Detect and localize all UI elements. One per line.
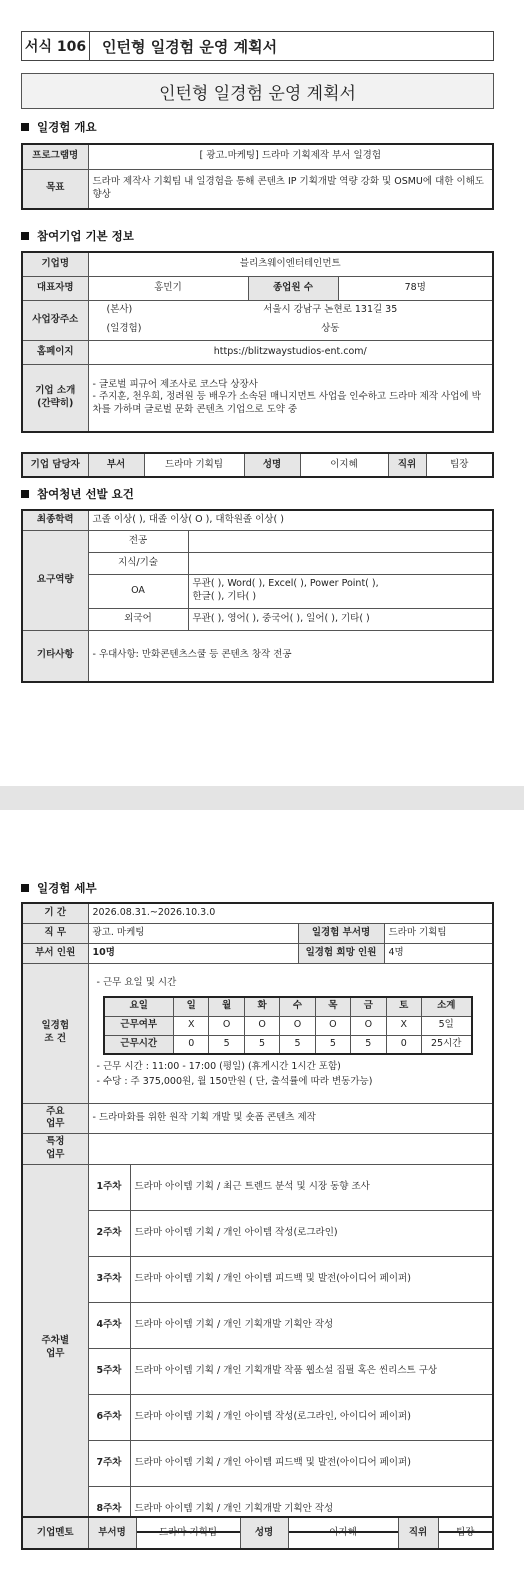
ceo-value: 홍민기 xyxy=(88,276,248,300)
language-label: 외국어 xyxy=(88,608,188,630)
competency-label: 요구역량 xyxy=(22,530,88,630)
schedule-cell: 5 xyxy=(315,1035,350,1054)
oa-line: 한글( ), 기타( ) xyxy=(192,591,257,602)
main-duty-value: - 드라마화를 위한 원작 기획 개발 및 숏폼 콘텐츠 제작 xyxy=(88,1103,493,1134)
overview-table xyxy=(21,143,494,210)
section-title: 참여청년 선발 요건 xyxy=(37,487,134,501)
dept-name-label: 일경험 부서명 xyxy=(298,923,384,943)
staff-value: 10명 xyxy=(88,943,298,963)
form-header xyxy=(21,31,494,61)
etc-value: - 우대사항: 만화콘텐츠스쿨 등 콘텐츠 창작 전공 xyxy=(88,630,493,682)
mentor-dept-value: 드라마 기획팀 xyxy=(136,1517,240,1549)
education-label: 최종학력 xyxy=(22,510,88,530)
manager-dept-label: 부서 xyxy=(88,453,144,477)
schedule-row xyxy=(104,1016,472,1035)
schedule-cell: 근무시간 xyxy=(104,1035,174,1054)
schedule-header-cell: 일 xyxy=(174,997,209,1016)
week-task: 드라마 아이템 기획 / 개인 아이템 작성(로그라인, 아이디어 페이퍼) xyxy=(130,1394,493,1440)
employee-count-value: 78명 xyxy=(338,276,493,300)
document-title: 인턴형 일경험 운영 계획서 xyxy=(21,73,494,109)
address-exp-value: 상동 xyxy=(321,323,340,334)
address-label: 사업장주소 xyxy=(22,300,88,340)
mentor-dept-label: 부서명 xyxy=(88,1517,136,1549)
address-exp-tag: (일경험) xyxy=(106,323,142,334)
week-label: 7주차 xyxy=(88,1440,130,1486)
schedule-header-cell: 소계 xyxy=(422,997,472,1016)
schedule-header-cell: 수 xyxy=(280,997,315,1016)
manager-pos-label: 직위 xyxy=(388,453,426,477)
schedule-cell: O xyxy=(244,1016,279,1035)
schedule-header-cell: 금 xyxy=(351,997,386,1016)
schedule-cell: 5 xyxy=(209,1035,244,1054)
schedule-header-cell: 목 xyxy=(315,997,350,1016)
program-value: [ 광고.마케팅] 드라마 기획제작 부서 일경험 xyxy=(88,144,493,169)
manager-dept-value: 드라마 기획팀 xyxy=(144,453,244,477)
dept-name-value: 드라마 기획팀 xyxy=(384,923,493,943)
schedule-table xyxy=(103,996,473,1055)
week-label: 3주차 xyxy=(88,1256,130,1302)
mentor-name-value: 이지혜 xyxy=(288,1517,398,1549)
major-label: 전공 xyxy=(88,530,188,552)
week-task: 드라마 아이템 기획 / 개인 아이템 작성(로그라인) xyxy=(130,1210,493,1256)
staff-label: 부서 인원 xyxy=(22,943,88,963)
schedule-cell: X xyxy=(174,1016,209,1035)
skill-value xyxy=(188,552,493,574)
schedule-header-cell: 화 xyxy=(244,997,279,1016)
week-task: 드라마 아이템 기획 / 개인 아이템 피드백 및 발전(아이디어 페이퍼) xyxy=(130,1256,493,1302)
education-value: 고졸 이상( ), 대졸 이상( O ), 대학원졸 이상( ) xyxy=(88,510,493,530)
etc-label: 기타사항 xyxy=(22,630,88,682)
schedule-cell: X xyxy=(386,1016,421,1035)
schedule-cell: O xyxy=(280,1016,315,1035)
condition-value xyxy=(88,963,493,1103)
period-value: 2026.08.31.~2026.10.3.0 xyxy=(88,903,493,923)
form-name: 인턴형 일경험 운영 계획서 xyxy=(102,37,278,56)
mentor-table xyxy=(21,1516,494,1550)
schedule-cell: 0 xyxy=(174,1035,209,1054)
company-name-label: 기업명 xyxy=(22,252,88,276)
hope-label: 일경험 희망 인원 xyxy=(298,943,384,963)
week-label: 4주차 xyxy=(88,1302,130,1348)
square-bullet-icon xyxy=(21,232,29,240)
schedule-cell: 근무여부 xyxy=(104,1016,174,1035)
homepage-label: 홈페이지 xyxy=(22,340,88,364)
mentor-pos-label: 직위 xyxy=(398,1517,438,1549)
schedule-cell: O xyxy=(315,1016,350,1035)
condition-note: - 수당 : 주 375,000원, 월 150만원 ( 단, 출석률에 따라 변동가능) xyxy=(96,1075,373,1087)
week-task: 드라마 아이템 기획 / 최근 트렌드 분석 및 시장 동향 조사 xyxy=(130,1164,493,1210)
employee-count-label: 종업원 수 xyxy=(248,276,338,300)
company-intro-label: 기업 소개 (간략히) xyxy=(22,364,88,432)
week-task: 드라마 아이템 기획 / 개인 기획개발 기획안 작성 xyxy=(130,1302,493,1348)
company-name-value: 블리츠웨이엔터테인먼트 xyxy=(88,252,493,276)
main-duty-label: 주요 업무 xyxy=(22,1103,88,1134)
schedule-cell: 25시간 xyxy=(422,1035,472,1054)
address-main-tag: (본사) xyxy=(106,304,133,316)
section-company-heading xyxy=(21,228,134,244)
week-label: 6주차 xyxy=(88,1394,130,1440)
duty-value: 광고. 마케팅 xyxy=(88,923,298,943)
period-label: 기 간 xyxy=(22,903,88,923)
ceo-label: 대표자명 xyxy=(22,276,88,300)
schedule-cell: 5 xyxy=(244,1035,279,1054)
page-break xyxy=(0,786,524,810)
oa-value xyxy=(188,574,493,608)
schedule-cell: O xyxy=(351,1016,386,1035)
program-label: 프로그램명 xyxy=(22,144,88,169)
weekly-duty-label: 주차별 업무 xyxy=(22,1164,88,1532)
week-label: 1주차 xyxy=(88,1164,130,1210)
company-manager-table xyxy=(21,452,494,478)
page-2 xyxy=(0,810,524,1587)
goal-value: 드라마 제작사 기획팀 내 일경험을 통해 콘텐츠 IP 기획개발 역량 강화 및 OSMU에 대한 이해도 향상 xyxy=(88,169,493,209)
special-duty-label: 특정 업무 xyxy=(22,1134,88,1165)
schedule-header-cell: 월 xyxy=(209,997,244,1016)
intro-line: - 글로벌 피규어 제조사로 코스닥 상장사 xyxy=(92,378,258,390)
manager-name-value: 이지혜 xyxy=(300,453,388,477)
square-bullet-icon xyxy=(21,884,29,892)
section-title: 일경험 개요 xyxy=(37,120,97,134)
intro-line: - 주지훈, 천우희, 정려원 등 배우가 소속된 매니지먼트 사업을 인수하고 드라마 제작 사업에 박차를 가하며 글로벌 문화 콘텐츠 기업으로 도약 중 xyxy=(92,391,481,416)
form-code: 서식 106 xyxy=(22,32,90,60)
schedule-header-cell: 토 xyxy=(386,997,421,1016)
address-main-value: 서울시 강남구 논현로 131길 35 xyxy=(263,304,398,316)
schedule-cell: 5 xyxy=(351,1035,386,1054)
condition-title: - 근무 요일 및 시간 xyxy=(96,977,177,989)
schedule-cell: O xyxy=(209,1016,244,1035)
schedule-cell: 5일 xyxy=(422,1016,472,1035)
details-table xyxy=(21,902,494,1533)
section-requirements-heading xyxy=(21,486,134,502)
week-label: 8주차 xyxy=(88,1486,130,1532)
address-value xyxy=(88,300,493,340)
week-task: 드라마 아이템 기획 / 개인 기획개발 작품 웹소설 집필 혹은 씬리스트 구상 xyxy=(130,1348,493,1394)
special-duty-value xyxy=(88,1134,493,1165)
square-bullet-icon xyxy=(21,123,29,131)
section-title: 참여기업 기본 정보 xyxy=(37,229,134,243)
week-task: 드라마 아이템 기획 / 개인 기획개발 기획안 작성 xyxy=(130,1486,493,1532)
mentor-label: 기업멘토 xyxy=(22,1517,88,1549)
company-table xyxy=(21,251,494,433)
week-task: 드라마 아이템 기획 / 개인 아이템 피드백 및 발전(아이디어 페이퍼) xyxy=(130,1440,493,1486)
mentor-name-label: 성명 xyxy=(240,1517,288,1549)
requirements-table xyxy=(21,509,494,683)
section-title: 일경험 세부 xyxy=(37,881,97,895)
manager-pos-value: 팀장 xyxy=(426,453,493,477)
section-overview-heading xyxy=(21,119,97,135)
square-bullet-icon xyxy=(21,490,29,498)
condition-label: 일경험 조 건 xyxy=(22,963,88,1103)
schedule-header-cell: 요일 xyxy=(104,997,174,1016)
mentor-pos-value: 팀장 xyxy=(438,1517,493,1549)
homepage-value[interactable]: https://blitzwaystudios-ent.com/ xyxy=(88,340,493,364)
schedule-cell: 0 xyxy=(386,1035,421,1054)
oa-line: 무관( ), Word( ), Excel( ), Power Point( ), xyxy=(192,578,379,590)
schedule-row xyxy=(104,1035,472,1054)
schedule-header-row xyxy=(104,997,472,1016)
goal-label: 목표 xyxy=(22,169,88,209)
condition-note: - 근무 시간 : 11:00 - 17:00 (평일) (휴게시간 1시간 포함) xyxy=(96,1061,341,1073)
section-details-heading xyxy=(21,880,97,896)
hope-value: 4명 xyxy=(384,943,493,963)
oa-label: OA xyxy=(88,574,188,608)
week-label: 5주차 xyxy=(88,1348,130,1394)
page-1 xyxy=(0,0,524,786)
language-value: 무관( ), 영어( ), 중국어( ), 일어( ), 기타( ) xyxy=(188,608,493,630)
schedule-cell: 5 xyxy=(280,1035,315,1054)
major-value xyxy=(188,530,493,552)
company-intro-value xyxy=(88,364,493,432)
manager-label: 기업 담당자 xyxy=(22,453,88,477)
skill-label: 지식/기술 xyxy=(88,552,188,574)
manager-name-label: 성명 xyxy=(244,453,300,477)
week-label: 2주차 xyxy=(88,1210,130,1256)
duty-label: 직 무 xyxy=(22,923,88,943)
